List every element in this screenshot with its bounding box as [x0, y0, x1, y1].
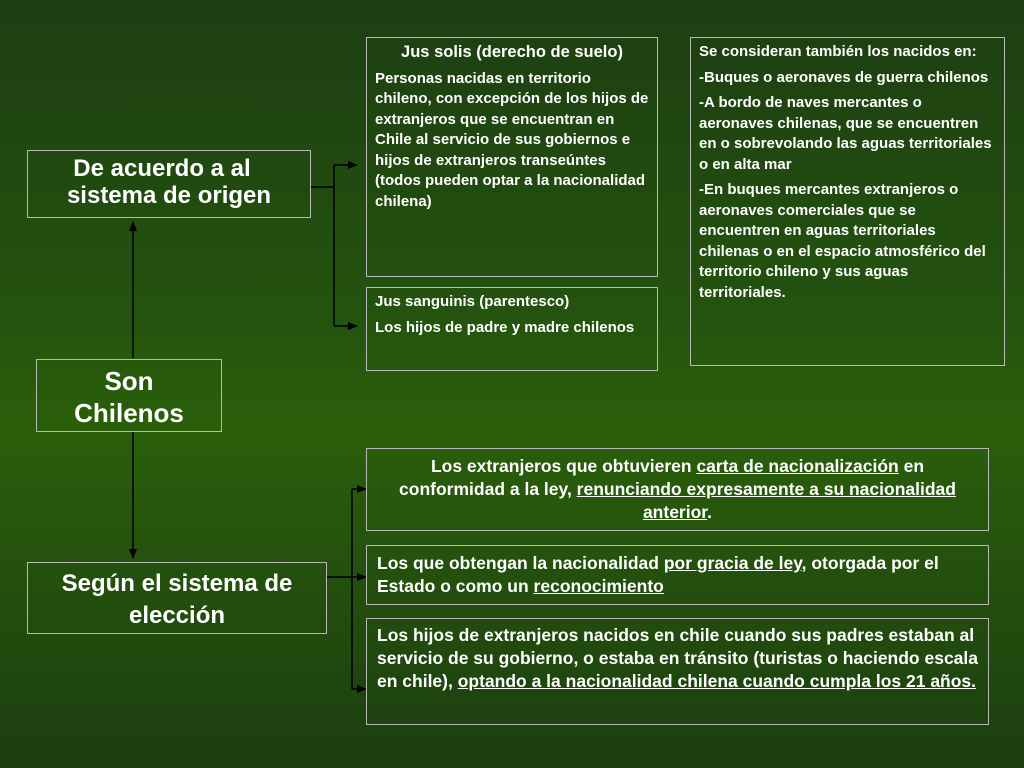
- naturalization-text-part: .: [707, 502, 713, 522]
- election-title-line2: elección: [128, 602, 226, 629]
- origin-box: [27, 150, 311, 218]
- renounce-nationality-link: renunciando expresamente a su nacionalidad anterior: [576, 479, 956, 522]
- jus-solis-heading: Jus solis (derecho de suelo): [401, 43, 623, 61]
- foreign-children-text-part: Los hijos de extranjeros nacidos en chile cuando sus padres estaban al servicio de su gobierno, o estaba en tránsito (turistas o haciendo escala en chile),: [377, 625, 979, 691]
- jus-solis-body: Personas nacidas en territorio chileno, con excepción de los hijos de extranjeros que se encuentran en Chile al servicio de sus gobiernos e hijos de extranjeros transeúntes (todos pueden optar a la nacionalidad chilena): [375, 69, 649, 210]
- also-born-box: [690, 37, 1005, 366]
- grace-text: [377, 552, 978, 598]
- jus-sanguinis-heading: Jus sanguinis (parentesco): [375, 293, 570, 310]
- naturalization-letter-link: carta de nacionalización: [696, 456, 899, 476]
- grace-law-link: por gracia de ley: [663, 553, 802, 573]
- son-chilenos-box: [36, 359, 222, 432]
- origin-title-line2: sistema de origen: [66, 182, 272, 209]
- son-chilenos-line2: Chilenos: [74, 398, 184, 428]
- also-born-item: -A bordo de naves mercantes o aeronaves chilenas, que se encuentren en o sobrevolando las aguas territoriales o en alta mar: [699, 94, 992, 173]
- foreign-children-box: [366, 618, 989, 725]
- grace-text-part: , otorgada por el Estado o como un: [377, 553, 939, 596]
- also-born-item: -Buques o aeronaves de guerra chilenos: [699, 68, 989, 86]
- naturalization-text-part: en conformidad a la ley,: [399, 456, 925, 499]
- also-born-item-text: Buques o aeronaves de guerra chilenos: [704, 68, 989, 86]
- grace-text-part: Los que obtengan la nacionalidad: [377, 553, 664, 573]
- recognition-link: reconocimiento: [533, 576, 664, 596]
- election-title-line1: Según el sistema de: [61, 570, 293, 597]
- son-chilenos-line1: Son: [104, 366, 154, 396]
- also-born-intro: Se consideran también los nacidos en:: [699, 43, 977, 60]
- election-box: [27, 562, 327, 634]
- also-born-item: -En buques mercantes extranjeros o aeronaves comerciales que se encuentren en aguas territoriales chilenas o en el espacio atmosférico del territorio chileno y sus aguas territoriales.: [699, 181, 986, 301]
- also-born-item-text: En buques mercantes extranjeros o aeronaves comerciales que se encuentren en aguas territoriales chilenas o en el espacio atmosférico del territorio chileno y sus aguas territoriales.: [699, 181, 986, 301]
- naturalization-box: [366, 448, 989, 531]
- origin-title-line1: De acuerdo a al: [73, 155, 251, 182]
- jus-sanguinis-body: Los hijos de padre y madre chilenos: [375, 318, 635, 336]
- jus-sanguinis-box: [366, 287, 658, 371]
- foreign-children-text: [377, 624, 978, 693]
- grace-box: [366, 545, 989, 605]
- also-born-item-text: A bordo de naves mercantes o aeronaves chilenas, que se encuentren en o sobrevolando las aguas territoriales o en alta mar: [699, 94, 992, 173]
- naturalization-text-part: Los extranjeros que obtuvieren: [430, 456, 697, 476]
- naturalization-text: [377, 455, 978, 524]
- opt-nationality-link: optando a la nacionalidad chilena cuando cumpla los 21 años.: [457, 671, 977, 691]
- jus-solis-box: [366, 37, 658, 277]
